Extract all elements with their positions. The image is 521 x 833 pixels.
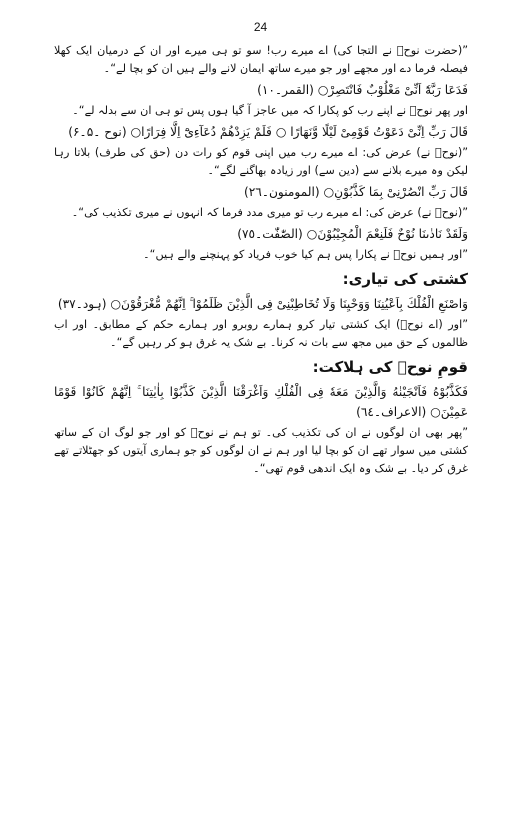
arabic-verse-6: فَكَذَّبُوْهُ فَاَنْجَیْنٰهُ وَالَّذِیْنَ مَعَهٗ فِی الْفُلْكِ وَاَغْرَقْنَا الَّذِیْنَ كَذَّبُوْا بِاٰیٰتِنَا ۚ اِنَّهُمْ كَانُوْا قَوْمًا عَمِیْنَ○ (الاعراف۔٦٤) [54,385,468,419]
arabic-verse-1: فَدَعَا رَبَّهٗٓ اَنِّیْ مَغْلُوْبٌ فَانْتَصِرْ○ (القمر۔١٠) [257,83,468,97]
page-content [54,42,468,480]
section-heading-ark-preparation: کشتی کی تیاری: [342,270,468,288]
translation-paragraph-3: ”(نوحؑ نے) عرض کی: اے میرے رب میں اپنی قوم کو رات دن (حق کی طرف) بلاتا رہا لیکن وہ میرے بلانے سے (دین سے) اور زیادہ بھاگنے لگے“۔ [54,146,468,177]
arabic-verse-4: وَلَقَدْ نَادٰىنَا نُوْحٌ فَلَنِعْمَ الْمُجِیْبُوْنَ○ (الصّٰفّٰت۔٧٥) [237,227,468,241]
arabic-verse-2: قَالَ رَبِّ اِنِّیْ دَعَوْتُ قَوْمِیْ لَیْلًا وَّنَهَارًا ○ فَلَمْ یَزِدْهُمْ دُعَآءِیْٓ اِلَّا فِرَارًا○ (نوح ۔۵۔۶) [68,125,468,139]
translation-paragraph-2: اور پھر نوحؑ نے اپنے رب کو پکارا کہ میں عاجز آ گیا ہوں پس تو ہی ان سے بدلہ لے“۔ [72,104,468,117]
arabic-verse-3: قَالَ رَبِّ انْصُرْنِیْ بِمَا كَذَّبُوْنِ○ (المومنون۔٢٦) [243,185,468,199]
translation-paragraph-6: ”اور (اے نوحؑ) ایک کشتی تیار کرو ہمارے روبرو اور ہمارے حکم کے مطابق۔ اور اب ظالموں کے حق میں مجھ سے بات نہ کرنا۔ بے شک یہ غرق ہو کر رہیں گے“۔ [54,318,468,349]
translation-paragraph-4: ”(نوحؑ نے) عرض کی: اے میرے رب تو میری مدد فرما کہ انہوں نے میری تکذیب کی“۔ [71,206,468,219]
arabic-verse-5: وَاصْنَعِ الْفُلْكَ بِاَعْیُنِنَا وَوَحْیِنَا وَلَا تُخَاطِبْنِیْ فِی الَّذِیْنَ ظَلَمُوْا ۚ اِنَّهُمْ مُّغْرَقُوْنَ○ (ہود۔٣٧) [57,297,468,311]
translation-paragraph-5: ”اور ہمیں نوحؑ نے پکارا پس ہم کیا خوب فریاد کو پہنچنے والے ہیں“۔ [143,248,468,261]
translation-paragraph-7: ”پھر بھی ان لوگوں نے ان کی تکذیب کی۔ تو ہم نے نوحؑ کو اور جو لوگ ان کے ساتھ کشتی میں سوار تھے ان کو بچا لیا اور ہم نے ان لوگوں کو جو ہماری آیتوں کو جھٹلاتے تھے غرق کر دیا۔ بے شک وہ ایک اندھی قوم تھی“۔ [54,426,468,475]
page-number: 24 [253,20,268,34]
section-heading-destruction: قومِ نوحؑ کی ہلاکت: [312,358,468,376]
translation-paragraph-1: ”(حضرت نوحؑ نے التجا کی) اے میرے رب! سو تو ہی میرے اور ان کے درمیان ایک کھلا فیصلہ فرما دے اور مجھے اور جو میرے ساتھ ایمان لانے والے ہیں ان کو بچا لے“۔ [54,44,468,75]
